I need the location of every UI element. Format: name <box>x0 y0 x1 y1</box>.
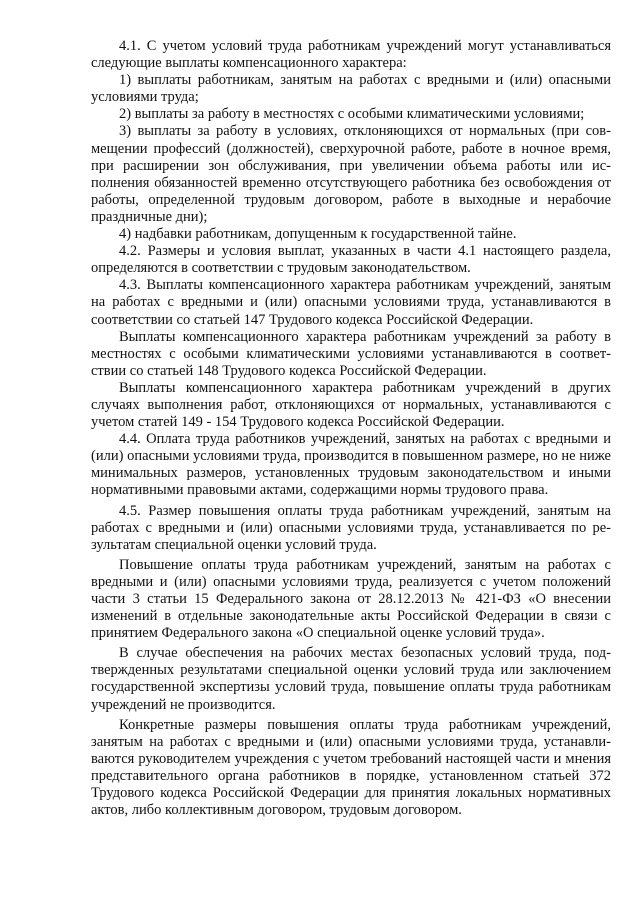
paragraph-4-3: 4.3. Выплаты компенсационного характера работникам учреждений, занятым на работах с вредными и (или) опасными условиями труда, устанавливаются в соответствии со статьей 147 Трудового кодекса Российской Федерации. <box>91 277 611 328</box>
paragraph-4-3-other: Выплаты компенсационного характера работникам учреждений в других случаях выполнения работ, отклоняющихся от нормальных, устанавливаются с учетом статей 149 - 154 Трудового кодекса Российской Федерации. <box>91 379 611 431</box>
list-item-3: 3) выплаты за работу в условиях, отклоняющихся от нормальных (при совмещении профессий (должностей), сверхурочной работе, работе в ночное время, при расширении зон обслуживания, при увеличении объема работы или исполнения обязанностей временно отсутствующего работника без освобождения от работы, определенной трудовым договором, работе в выходные и нерабочие праздничные дни); <box>91 123 611 225</box>
list-item-1: 1) выплаты работникам, занятым на работах с вредными и (или) опасными условиями труда; <box>91 72 611 106</box>
paragraph-4-5: 4.5. Размер повышения оплаты труда работникам учреждений, занятым на работах с вредными и (или) опасными условиями труда, устанавливается по результатам специальной оценки условий труда. <box>91 502 611 553</box>
paragraph-4-2: 4.2. Размеры и условия выплат, указанных в части 4.1 настоящего раздела, определяются в соответствии с трудовым законодательством. <box>91 243 611 277</box>
paragraph-4-5-specific-sizes: Конкретные размеры повышения оплаты труда работникам учреждений, занятым на работах с вредными и (или) опасными условиями труда, устанавливаются руководителем учреждения с учетом требований настоящей части и мнения представительного органа работников в порядке, установленном статьей 372 Трудового кодекса Российской Федерации для принятия локальных нормативных актов, либо коллективным договором, трудовым договором. <box>91 716 611 819</box>
list-item-4: 4) надбавки работникам, допущенным к государственной тайне. <box>119 226 517 243</box>
paragraph-4-5-safe-conditions: В случае обеспечения на рабочих местах безопасных условий труда, подтвержденных результатами специальной оценки условий труда или заключением государственной экспертизы условий труда, повышение оплаты труда работникам учреждений не производится. <box>91 645 611 713</box>
paragraph-4-4: 4.4. Оплата труда работников учреждений, занятых на работах с вредными и (или) опасными условиями труда, производится в повышенном размере, но не ниже минимальных размеров, установленных трудовым законодательством и иными нормативными правовыми актами, содержащими нормы трудового права. <box>91 431 611 499</box>
paragraph-4-3-climate: Выплаты компенсационного характера работникам учреждений за работу в местностях с особыми климатическими условиями устанавливаются в соответствии со статьей 148 Трудового кодекса Российской Федерации. <box>91 328 611 379</box>
paragraph-4-1: 4.1. С учетом условий труда работникам учреждений могут устанавливаться следующие выплаты компенсационного характера: <box>91 38 611 72</box>
list-item-2: 2) выплаты за работу в местностях с особыми климатическими условиями; <box>119 106 585 123</box>
paragraph-4-5-increase: Повышение оплаты труда работникам учреждений, занятым на работах с вредными и (или) опасными условиями труда, реализуется с учетом положений части 3 статьи 15 Федерального закона от 28.12.2013 № 421-ФЗ «О внесении изменений в отдельные законодательные акты Российской Федерации в связи с принятием Федерального закона «О специальной оценке условий труда». <box>91 556 611 642</box>
